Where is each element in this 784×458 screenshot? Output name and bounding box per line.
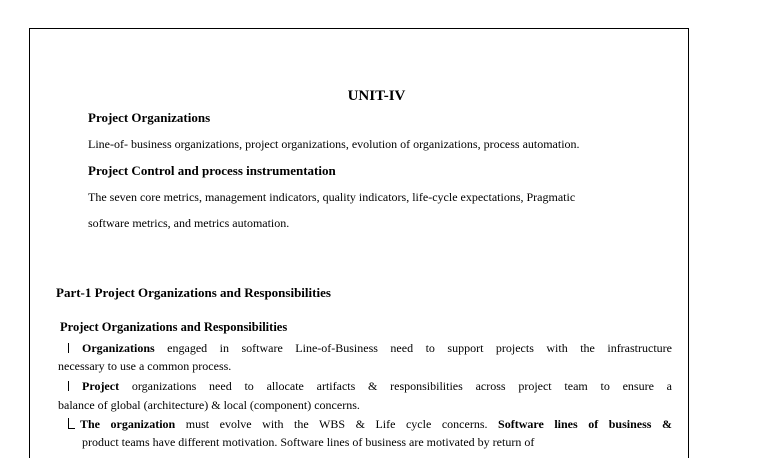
syllabus-heading-project-control: Project Control and process instrumentation xyxy=(88,163,336,178)
bullet-item xyxy=(60,379,672,394)
bullet-bold-term: Software lines of business & xyxy=(498,417,672,431)
bullet-continuation: balance of global (architecture) & local (component) concerns. xyxy=(58,398,360,412)
bullet-bold-term: Project xyxy=(82,379,120,393)
bullet-marker-icon xyxy=(68,343,70,353)
bullet-item xyxy=(60,341,672,356)
bullet-marker-icon xyxy=(68,418,75,429)
unit-title: UNIT-IV xyxy=(347,88,406,104)
bullet-text: must evolve with the WBS & Life cycle concerns. xyxy=(175,417,499,431)
bullet-bold-term: The organization xyxy=(80,417,176,431)
section-heading: Project Organizations and Responsibilities xyxy=(60,320,288,334)
bullet-marker-icon xyxy=(68,381,70,391)
syllabus-heading-project-organizations: Project Organizations xyxy=(88,110,211,125)
document-page xyxy=(29,28,689,458)
bullet-text: engaged in software Line-of-Business need to support projects with the infrastructure xyxy=(154,341,672,355)
bullet-text: organizations need to allocate artifacts & responsibilities across project team to ensure a xyxy=(119,379,672,393)
bullet-bold-term: Organizations xyxy=(82,341,155,355)
bullet-continuation: product teams have different motivation. Software lines of business are motivated by return of xyxy=(82,435,535,449)
bullet-continuation: necessary to use a common process. xyxy=(58,359,232,373)
syllabus-text: The seven core metrics, management indicators, quality indicators, life-cycle expectations, Pragmatic xyxy=(88,190,576,204)
syllabus-text: software metrics, and metrics automation. xyxy=(88,216,290,230)
bullet-item xyxy=(60,417,672,432)
syllabus-text: Line-of- business organizations, project organizations, evolution of organizations, process automation. xyxy=(88,137,580,151)
part-heading: Part-1 Project Organizations and Responsibilities xyxy=(56,285,331,300)
